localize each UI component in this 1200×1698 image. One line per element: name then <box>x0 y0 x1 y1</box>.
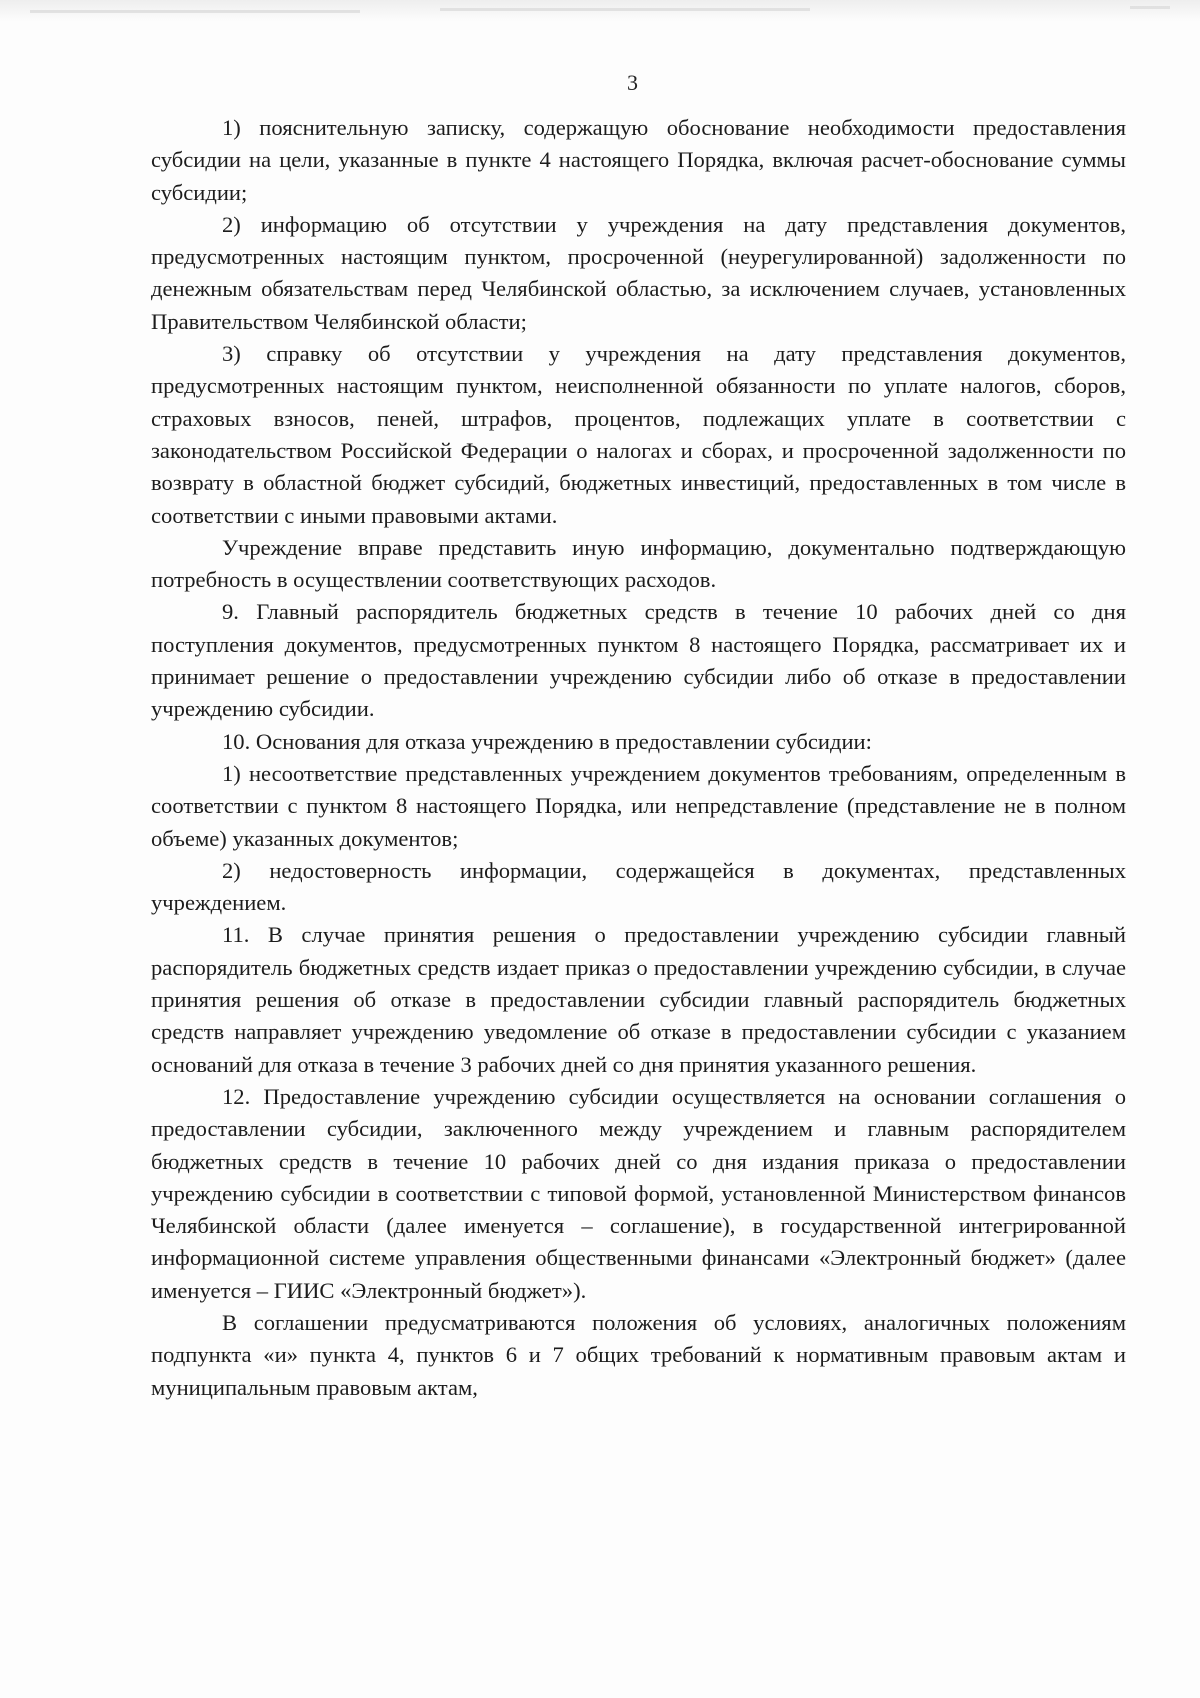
scan-artifact <box>30 10 360 13</box>
paragraph: 1) пояснительную записку, содержащую обоснование необходимости предоставления субсидии на цели, указанные в пункте 4 настоящего Порядка, включая расчет-обоснование суммы субсидии; <box>151 115 1126 205</box>
paragraph: 2) недостоверность информации, содержащейся в документах, представленных учреждением. <box>151 857 1126 916</box>
paragraph: 1) несоответствие представленных учреждением документов требованиям, определенным в соответствии с пунктом 8 настоящего Порядка, или непредставление (представление не в полном объеме) указанных документов; <box>151 760 1126 851</box>
paragraph: 12. Предоставление учреждению субсидии осуществляется на основании соглашения о предоставлении субсидии, заключенного между учреждением и главным распорядителем бюджетных средств в течение 10 рабочих дней со дня издания приказа о предоставлении учреждению субсидии в соответствии с типовой формой, установленной Министерством финансов Челябинской области (далее именуется – соглашение), в государственной интегрированной информационной системе управления общественными финансами «Электронный бюджет» (далее именуется – ГИИС «Электронный бюджет»). <box>151 1083 1126 1303</box>
paragraph: В соглашении предусматриваются положения об условиях, аналогичных положениям подпункта «и» пункта 4, пунктов 6 и 7 общих требований к нормативным правовым актам и муниципальным правовым актам, <box>151 1309 1126 1400</box>
paragraph: Учреждение вправе представить иную информацию, документально подтверждающую потребность в осуществлении соответствующих расходов. <box>151 534 1126 593</box>
page-number: 3 <box>627 70 638 95</box>
scan-artifact <box>1130 6 1170 9</box>
paragraph: 3) справку об отсутствии у учреждения на дату представления документов, предусмотренных настоящим пунктом, неисполненной обязанности по уплате налогов, сборов, страховых взносов, пеней, штрафов, процентов, подлежащих уплате в соответствии с законодательством Российской Федерации о налогах и сборах, и просроченной задолженности по возврату в областной бюджет субсидий, бюджетных инвестиций, предоставленных в том числе в соответствии с иными правовыми актами. <box>151 341 1126 528</box>
scan-artifact <box>440 8 810 11</box>
paragraph: 9. Главный распорядитель бюджетных средств в течение 10 рабочих дней со дня поступления документов, предусмотренных пунктом 8 настоящего Порядка, рассматривает их и принимает решение о предоставлении учреждению субсидии либо об отказе в предоставлении учреждению субсидии. <box>151 599 1126 722</box>
document-body <box>151 112 1126 1404</box>
paragraph: 10. Основания для отказа учреждению в предоставлении субсидии: <box>222 728 872 754</box>
paragraph: 2) информацию об отсутствии у учреждения на дату представления документов, предусмотренных настоящим пунктом, просроченной (неурегулированной) задолженности по денежным обязательствам перед Челябинской областью, за исключением случаев, установленных Правительством Челябинской области; <box>151 211 1126 334</box>
paragraph: 11. В случае принятия решения о предоставлении учреждению субсидии главный распорядитель бюджетных средств издает приказ о предоставлении учреждению субсидии, в случае принятия решения об отказе в предоставлении субсидии главный распорядитель бюджетных средств направляет учреждению уведомление об отказе в предоставлении субсидии с указанием оснований для отказа в течение 3 рабочих дней со дня принятия указанного решения. <box>151 922 1126 1077</box>
